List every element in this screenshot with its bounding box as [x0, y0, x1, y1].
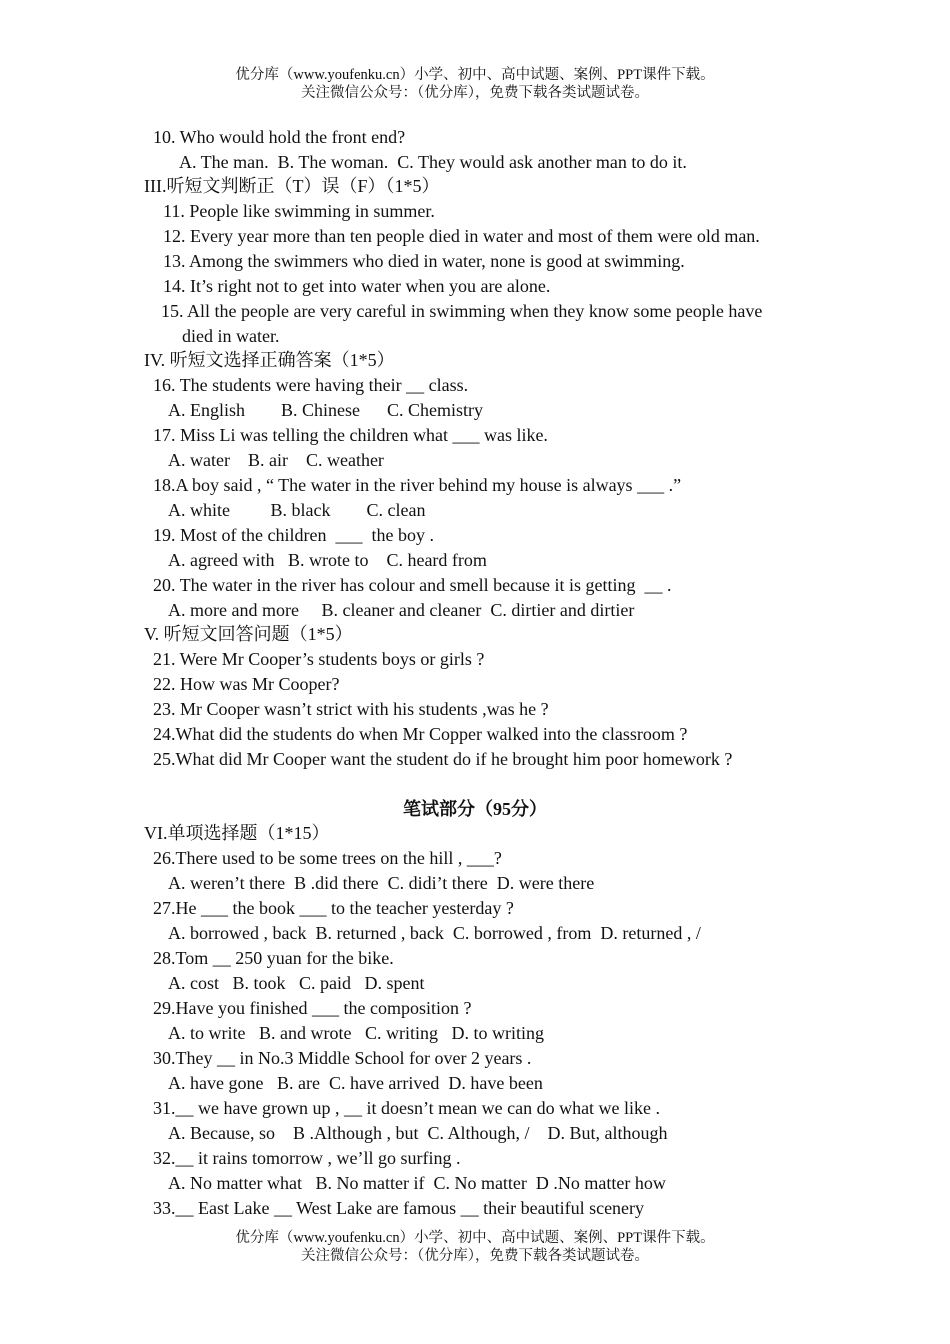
question-30-options: A. have gone B. are C. have arrived D. have been: [168, 1073, 543, 1093]
question-30: 30.They __ in No.3 Middle School for over 2 years .: [153, 1048, 532, 1068]
question-16-options: A. English B. Chinese C. Chemistry: [168, 400, 483, 420]
question-15-continued: died in water.: [182, 326, 280, 346]
question-26-options: A. weren’t there B .did there C. didi’t there D. were there: [168, 873, 595, 893]
question-21: 21. Were Mr Cooper’s students boys or girls ?: [153, 649, 485, 669]
question-16: 16. The students were having their __ class.: [153, 375, 469, 395]
question-31-options: A. Because, so B .Although , but C. Although, / D. But, although: [168, 1123, 668, 1143]
page-header: [0, 66, 950, 102]
question-31: 31.__ we have grown up , __ it doesn’t mean we can do what we like .: [153, 1098, 661, 1118]
question-27-options: A. borrowed , back B. returned , back C. borrowed , from D. returned , /: [168, 923, 701, 943]
question-12: 12. Every year more than ten people died in water and most of them were old man.: [163, 226, 760, 246]
question-28: 28.Tom __ 250 yuan for the bike.: [153, 948, 394, 968]
question-19: 19. Most of the children ___ the boy .: [153, 525, 434, 545]
footer-line-2: 关注微信公众号：（优分库），免费下载各类试题试卷。: [301, 1248, 649, 1264]
question-32-options: A. No matter what B. No matter if C. No matter D .No matter how: [168, 1173, 666, 1193]
question-27: 27.He ___ the book ___ to the teacher yesterday ?: [153, 898, 514, 918]
question-24: 24.What did the students do when Mr Copper walked into the classroom ?: [153, 724, 688, 744]
footer-line-1: 优分库（www.youfenku.cn）小学、初中、高中试题、案例、PPT课件下载。: [235, 1230, 715, 1246]
question-10: 10. Who would hold the front end?: [153, 127, 406, 147]
page-footer: [0, 1229, 950, 1265]
question-18: 18.A boy said , “ The water in the river behind my house is always ___ .”: [153, 475, 682, 495]
question-23: 23. Mr Cooper wasn’t strict with his students ,was he ?: [153, 699, 549, 719]
question-18-options: A. white B. black C. clean: [168, 500, 426, 520]
question-11: 11. People like swimming in summer.: [163, 201, 435, 221]
question-29: 29.Have you finished ___ the composition ?: [153, 998, 472, 1018]
question-22: 22. How was Mr Cooper?: [153, 674, 340, 694]
written-part-title: 笔试部分（95分）: [403, 799, 547, 819]
question-19-options: A. agreed with B. wrote to C. heard from: [168, 550, 487, 570]
header-line-1: 优分库（www.youfenku.cn）小学、初中、高中试题、案例、PPT课件下载。: [235, 67, 715, 83]
question-17-options: A. water B. air C. weather: [168, 450, 384, 470]
question-20-options: A. more and more B. cleaner and cleaner C. dirtier and dirtier: [168, 600, 635, 620]
question-28-options: A. cost B. took C. paid D. spent: [168, 973, 425, 993]
question-10-options: A. The man. B. The woman. C. They would ask another man to do it.: [179, 152, 687, 172]
question-13: 13. Among the swimmers who died in water, none is good at swimming.: [163, 251, 685, 271]
question-20: 20. The water in the river has colour and smell because it is getting __ .: [153, 575, 672, 595]
question-17: 17. Miss Li was telling the children what ___ was like.: [153, 425, 548, 445]
question-25: 25.What did Mr Cooper want the student do if he brought him poor homework ?: [153, 749, 733, 769]
section-4-heading: IV. 听短文选择正确答案（1*5）: [144, 350, 395, 370]
question-15: 15. All the people are very careful in swimming when they know some people have: [161, 301, 763, 321]
section-5-heading: V. 听短文回答问题（1*5）: [144, 624, 353, 644]
question-14: 14. It’s right not to get into water when you are alone.: [163, 276, 551, 296]
section-3-heading: III.听短文判断正（T）误（F）（1*5）: [144, 176, 440, 196]
question-26: 26.There used to be some trees on the hill , ___?: [153, 848, 502, 868]
section-6-heading: VI.单项选择题（1*15）: [144, 823, 330, 843]
question-33: 33.__ East Lake __ West Lake are famous __ their beautiful scenery: [153, 1198, 645, 1218]
question-29-options: A. to write B. and wrote C. writing D. to writing: [168, 1023, 544, 1043]
question-32: 32.__ it rains tomorrow , we’ll go surfing .: [153, 1148, 461, 1168]
header-line-2: 关注微信公众号：（优分库），免费下载各类试题试卷。: [301, 85, 649, 101]
